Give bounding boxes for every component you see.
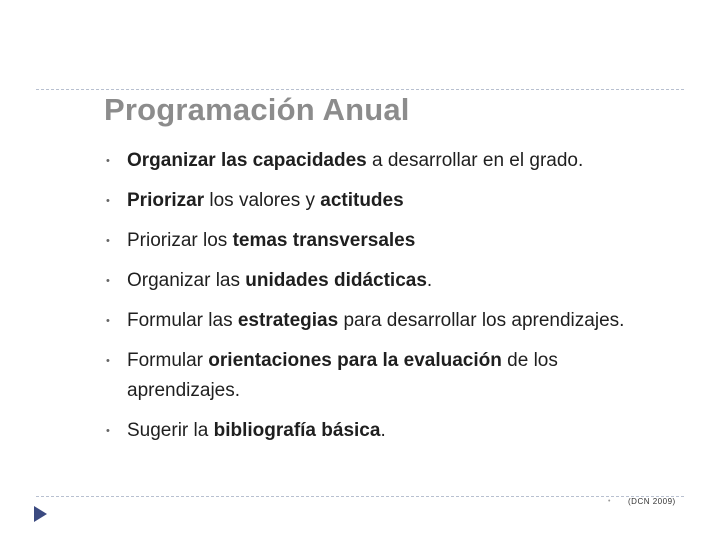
- bullet-text: Formular: [127, 350, 209, 371]
- bullet-text: Formular las: [127, 310, 238, 331]
- bullet-text: Organizar las: [127, 270, 246, 291]
- bullet-dot-icon: •: [106, 355, 110, 367]
- bullet-text: .: [380, 420, 386, 441]
- citation-marker: •: [608, 498, 611, 505]
- bullet-dot-icon: •: [106, 235, 110, 247]
- bullet-emphasis: temas transversales: [232, 230, 416, 251]
- bullet-emphasis: Organizar las capacidades: [127, 150, 367, 171]
- list-item: [106, 416, 676, 446]
- bullet-text: Priorizar los: [127, 230, 233, 251]
- bullet-text: .: [426, 270, 433, 291]
- bullet-text: para desarrollar los aprendizajes.: [338, 310, 625, 331]
- list-item: [106, 186, 676, 216]
- bullet-emphasis: estrategias: [237, 310, 339, 331]
- bullet-dot-icon: •: [106, 195, 110, 207]
- bullet-emphasis: unidades didácticas: [245, 270, 427, 291]
- list-item: [106, 306, 676, 336]
- list-item: [106, 266, 676, 296]
- bullet-text: de los aprendizajes.: [127, 350, 558, 401]
- bullet-text: Sugerir la: [127, 420, 214, 441]
- list-item: [106, 346, 676, 406]
- list-item: [106, 146, 676, 176]
- bullet-emphasis: actitudes: [320, 190, 404, 211]
- bullet-emphasis: Priorizar: [127, 190, 205, 211]
- bullet-emphasis: orientaciones para la evaluación: [208, 350, 502, 371]
- bullet-list: [106, 146, 676, 456]
- bottom-divider: [36, 496, 684, 497]
- bullet-emphasis: bibliografía básica: [213, 420, 381, 441]
- nav-triangle-icon[interactable]: [34, 506, 47, 522]
- bullet-text: a desarrollar en el grado.: [366, 150, 584, 171]
- top-divider: [36, 89, 684, 90]
- bullet-dot-icon: •: [106, 315, 110, 327]
- list-item: [106, 226, 676, 256]
- bullet-dot-icon: •: [106, 155, 110, 167]
- bullet-dot-icon: •: [106, 425, 110, 437]
- slide-title: Programación Anual: [104, 92, 410, 127]
- bullet-text: los valores y: [204, 190, 321, 211]
- citation: (DCN 2009): [628, 497, 676, 506]
- bullet-dot-icon: •: [106, 275, 110, 287]
